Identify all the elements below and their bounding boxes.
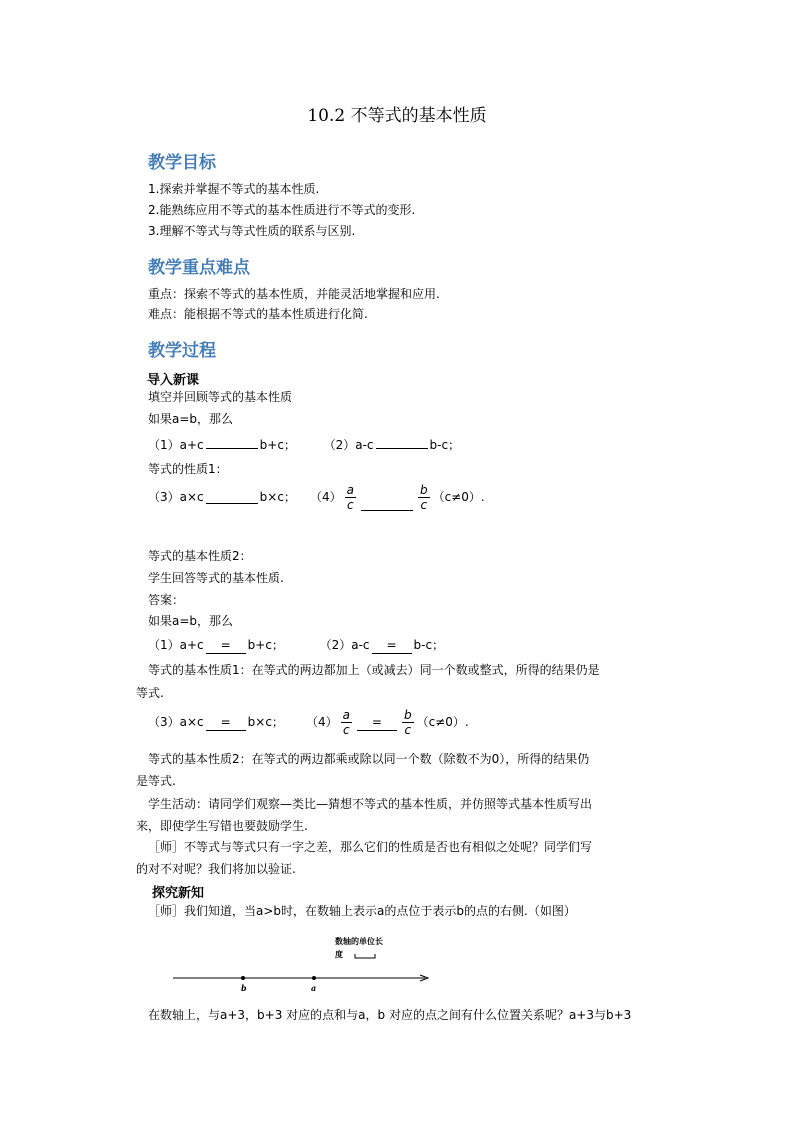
question-row-2 [148, 483, 485, 512]
ans4-left: （4） [305, 715, 338, 729]
unit-length-label-cont: 度 [335, 950, 343, 959]
fill-blank[interactable] [206, 492, 258, 504]
point-a [312, 976, 316, 980]
ans4-right: （c≠0）. [416, 715, 469, 729]
explore-heading: 探究新知 [152, 886, 205, 901]
answer-row-1 [148, 638, 444, 654]
goal-item: 2.能熟练应用不等式的基本性质进行不等式的变形. [148, 203, 416, 217]
goal-item: 1.探索并掌握不等式的基本性质. [148, 182, 320, 196]
fill-blank[interactable] [361, 499, 413, 511]
q3-left: （3）a×c [148, 490, 204, 504]
q1-left: （1）a+c [148, 438, 204, 452]
property2-text: 等式的基本性质2：在等式的两边都乘或除以同一个数（除数不为0），所得的结果仍 [148, 752, 590, 766]
answer-label: 答案： [148, 593, 185, 607]
key-point: 重点：探索不等式的基本性质，并能灵活地掌握和应用. [148, 287, 440, 301]
process-heading: 教学过程 [148, 341, 216, 361]
point-b [241, 976, 245, 980]
ans1-right: b+c； [247, 638, 284, 652]
intro-line: 填空并回顾等式的基本性质 [148, 390, 293, 404]
q3-right: b×c； [259, 490, 296, 504]
answer-blank: = [357, 715, 397, 731]
ans3-left: （3）a×c [148, 715, 204, 729]
property1-text: 等式的基本性质1：在等式的两边都加上（或减去）同一个数或整式，所得的结果仍是 [148, 663, 600, 677]
answer-row-2 [148, 708, 469, 737]
answer-blank: = [206, 715, 246, 731]
key-heading: 教学重点难点 [148, 258, 250, 278]
page-title: 10.2 不等式的基本性质 [307, 106, 487, 126]
teacher-text-cont: 的对不对呢？我们将加以验证. [136, 862, 296, 876]
answer-blank: = [372, 638, 412, 654]
property-label: 等式的性质1： [148, 462, 228, 476]
difficulty-point: 难点：能根据不等式的基本性质进行化简. [148, 307, 368, 321]
ans2-right: b-c； [413, 638, 445, 652]
answer-blank: = [206, 638, 246, 654]
intro-line: 如果a=b，那么 [148, 412, 234, 426]
point-a-label: a [311, 983, 317, 993]
activity-text: 学生活动：请同学们观察—类比—猜想不等式的基本性质，并仿照等式基本性质写出 [148, 797, 593, 811]
fill-blank[interactable] [206, 437, 258, 449]
fill-blank[interactable] [376, 437, 428, 449]
goals-heading: 教学目标 [148, 153, 216, 173]
q2-right: b-c； [429, 438, 461, 452]
student-answer: 学生回答等式的基本性质. [148, 571, 284, 585]
fraction-a-over-c: $\frac{a}{c}$ [346, 483, 354, 512]
teacher-text: ［师］不等式与等式只有一字之差，那么它们的性质是否也有相似之处呢？同学们写 [148, 840, 593, 854]
explore-question: 在数轴上，与a+3，b+3 对应的点和与a，b 对应的点之间有什么位置关系呢？a+3与b+3 [148, 1008, 632, 1022]
unit-length-bracket [355, 954, 375, 958]
q2-left: （2）a-c [323, 438, 374, 452]
q1-right: b+c； [259, 438, 296, 452]
explore-teacher: ［师］我们知道，当a>b时，在数轴上表示a的点位于表示b的点的右侧.（如图） [148, 904, 576, 918]
q4-right: （c≠0）. [432, 490, 485, 504]
fraction-b-over-c: $\frac{b}{c}$ [419, 483, 428, 512]
property2-text-cont: 是等式. [136, 774, 176, 788]
property-label: 等式的基本性质2： [148, 549, 252, 563]
point-b-label: b [241, 983, 247, 993]
question-row-1 [148, 437, 460, 453]
activity-text-cont: 来，即使学生写错也要鼓励学生. [136, 819, 308, 833]
number-line-diagram [165, 928, 440, 998]
q4-left: （4） [309, 490, 342, 504]
unit-length-label: 数轴的单位长 [335, 937, 383, 946]
goal-item: 3.理解不等式与等式性质的联系与区别. [148, 224, 356, 238]
answer-if: 如果a=b，那么 [148, 614, 234, 628]
ans1-left: （1）a+c [148, 638, 204, 652]
ans2-left: （2）a-c [319, 638, 370, 652]
fraction-b-over-c: $\frac{b}{c}$ [403, 708, 412, 737]
intro-heading: 导入新课 [147, 373, 200, 388]
fraction-a-over-c: $\frac{a}{c}$ [342, 708, 350, 737]
ans3-right: b×c； [247, 715, 284, 729]
property1-text-cont: 等式. [136, 686, 164, 700]
